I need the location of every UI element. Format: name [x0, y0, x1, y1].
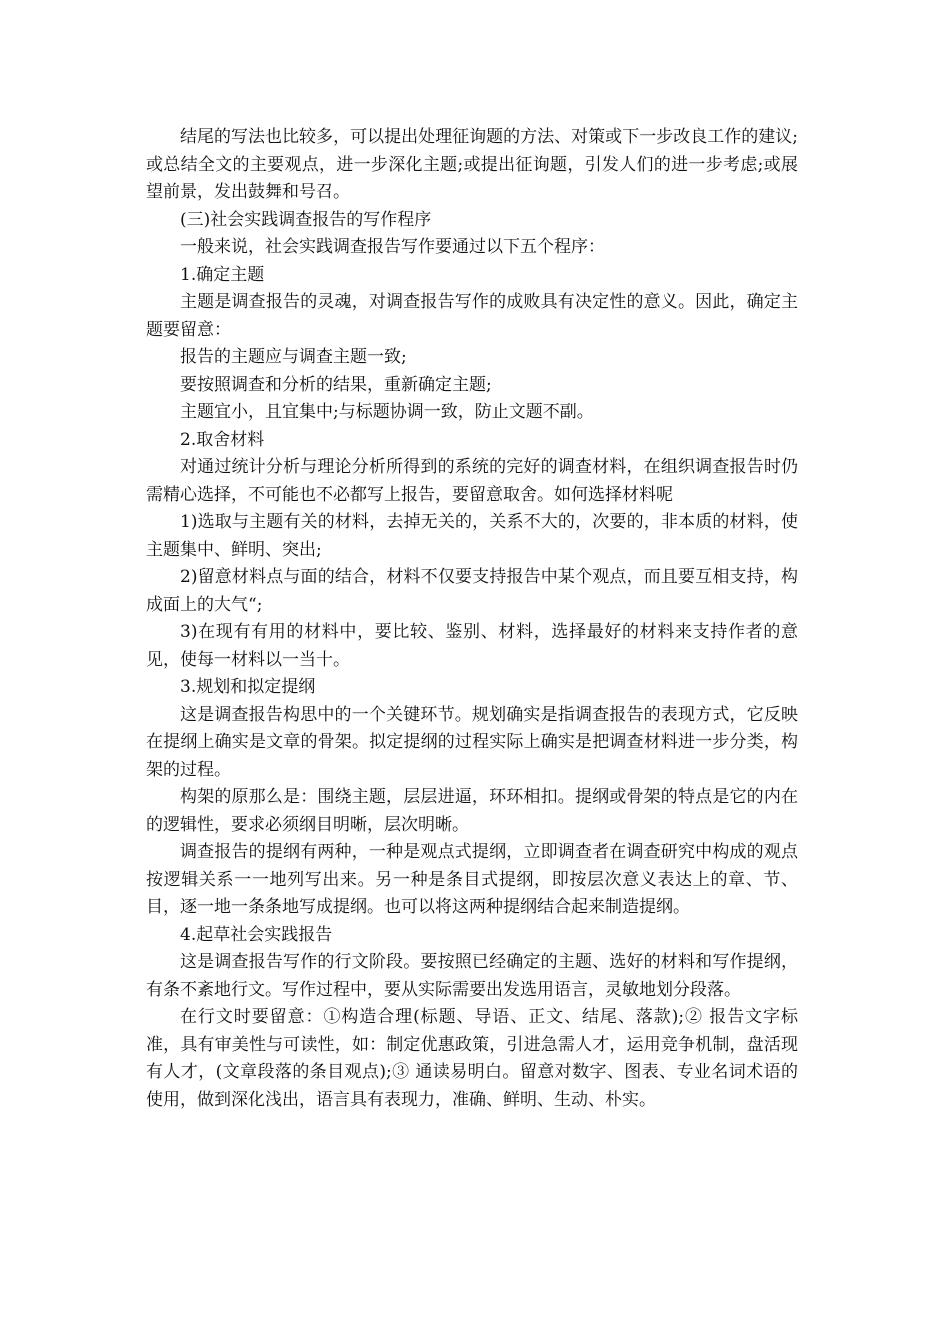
paragraph-outline-principle: 构架的原那么是：围绕主题，层层进逼，环环相扣。提纲或骨架的特点是它的内在的逻辑性，要求必须纲目明晰，层次明晰。 [146, 787, 798, 835]
subheading-draft-report: 4.起草社会实践报告 [180, 924, 333, 945]
list-item-theme-redetermine: 要按照调查和分析的结果，重新确定主题; [180, 374, 492, 395]
subheading-plan-outline: 3.规划和拟定提纲 [180, 677, 316, 697]
paragraph-theme-soul: 主题是调查报告的灵魂，对调查报告写作的成败具有决定性的意义。因此，确定主题要留意： [146, 292, 798, 340]
subheading-determine-theme: 1.确定主题 [180, 264, 265, 285]
paragraph-outline-key-step: 这是调查报告构思中的一个关键环节。规划确实是指调查报告的表现方式，它反映在提纲上确实是文章的骨架。拟定提纲的过程实际上确实是把调查材料进一步分类，构架的过程。 [146, 704, 798, 780]
paragraph-drafting-stage: 这是调查报告写作的行文阶段。要按照已经确定的主题、选好的材料和写作提纲，有条不紊地行文。写作过程中，要从实际需要出发选用语言，灵敏地划分段落。 [146, 952, 798, 1000]
list-item-materials-best: 3)在现有有用的材料中，要比较、鉴别、材料，选择最好的材料来支持作者的意见，使每一材料以一当十。 [146, 622, 798, 670]
paragraph-conclusion-methods: 结尾的写法也比较多，可以提出处理征询题的方法、对策或下一步改良工作的建议;或总结全文的主要观点，进一步深化主题;或提出征询题，引发人们的进一步考虑;或展望前景，发出鼓舞和号召。 [146, 127, 798, 202]
list-item-theme-small: 主题宜小，且宜集中;与标题协调一致，防止文题不副。 [180, 402, 594, 422]
section-heading-writing-procedure: (三)社会实践调查报告的写作程序 [180, 209, 432, 230]
subheading-select-materials: 2.取舍材料 [180, 429, 265, 450]
paragraph-outline-types: 调查报告的提纲有两种，一种是观点式提纲，立即调查者在调查研究中构成的观点按逻辑关系一一地列写出来。另一种是条目式提纲，即按层次意义表达上的章、节、目，逐一地一条条地写成提纲。也可以将这两种提纲结合起来制造提纲。 [146, 842, 798, 917]
list-item-materials-relevant: 1)选取与主题有关的材料，去掉无关的，关系不大的，次要的，非本质的材料，使主题集中、鲜明、突出; [146, 512, 798, 560]
document-body [146, 124, 798, 1114]
paragraph-materials-selection: 对通过统计分析与理论分析所得到的系统的完好的调查材料，在组织调查报告时仍需精心选择，不可能也不必都写上报告，要留意取舍。如何选择材料呢 [146, 457, 798, 505]
paragraph-five-procedures-intro: 一般来说，社会实践调查报告写作要通过以下五个程序： [180, 237, 605, 257]
paragraph-drafting-notes: 在行文时要留意：①构造合理(标题、导语、正文、结尾、落款);② 报告文字标准，具有审美性与可读性，如：制定优惠政策，引进急需人才，运用竞争机制，盘活现有人才，(文章段落的条目观点);③ 通读易明白。留意对数字、图表、专业名词术语的使用，做到深化浅出，语言具有表现力，准确、鲜明、生动、朴实。 [146, 1007, 798, 1110]
list-item-materials-point-surface: 2)留意材料点与面的结合，材料不仅要支持报告中某个观点，而且要互相支持，构成面上的大气“; [146, 567, 798, 615]
list-item-theme-consistent: 报告的主题应与调查主题一致; [180, 347, 407, 367]
